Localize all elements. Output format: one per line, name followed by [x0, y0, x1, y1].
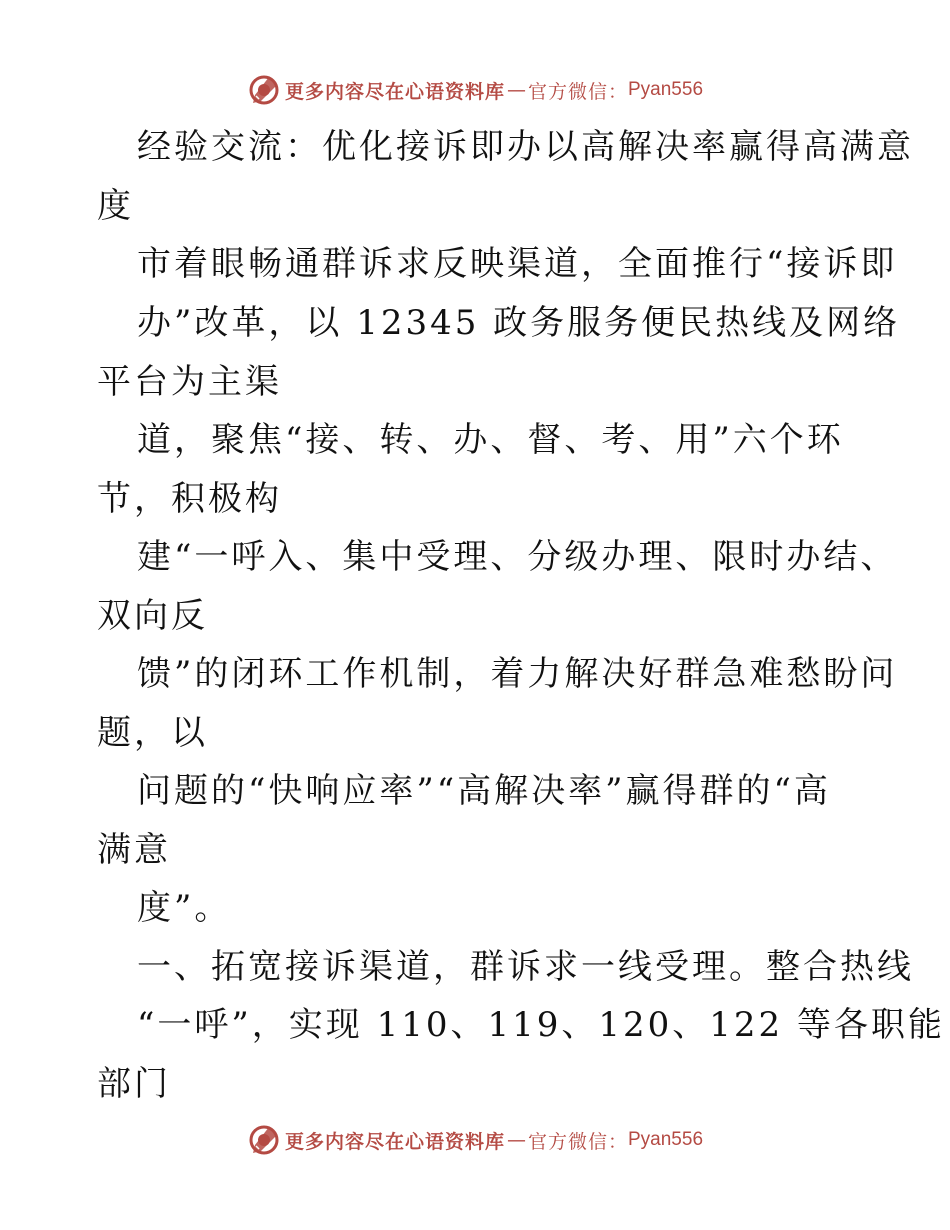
paragraph-line: 部门: [97, 1064, 171, 1104]
banner-wechat-label: 官方微信：: [527, 1130, 628, 1153]
paragraph-line: 市着眼畅通群诉求反映渠道，全面推行“接诉即: [137, 244, 898, 284]
banner-wechat-label: 官方微信：: [527, 80, 628, 103]
banner-handle: Pyan556: [628, 79, 704, 100]
paragraph-line: 一、拓宽接诉渠道，群诉求一线受理。整合热线: [137, 947, 914, 987]
paragraph-line: 馈”的闭环工作机制，着力解决好群急难愁盼问: [137, 654, 898, 694]
paragraph-line: 建“一呼入、集中受理、分级办理、限时办结、: [137, 537, 898, 577]
banner-dash: —: [506, 79, 526, 101]
paragraph-line: 节，积极构: [97, 479, 282, 519]
paragraph-line: 问题的“快响应率”“高解决率”赢得群的“高: [137, 771, 831, 811]
pen-logo-icon: [247, 1123, 281, 1157]
paragraph-line: 题，以: [97, 713, 208, 753]
banner-dash: —: [506, 1129, 526, 1151]
paragraph-line: 满意: [97, 830, 171, 870]
title-line-1: 经验交流：优化接诉即办以高解决率赢得高满意: [137, 127, 914, 167]
title-line-2: 度: [97, 186, 134, 226]
banner-handle: Pyan556: [628, 1129, 704, 1150]
paragraph-line: 度”。: [137, 888, 232, 928]
paragraph-line: 办”改革，以 12345 政务服务便民热线及网络: [137, 303, 901, 343]
paragraph-line: 道，聚焦“接、转、办、督、考、用”六个环: [137, 420, 844, 460]
pen-logo-icon: [247, 73, 281, 107]
paragraph-line: 平台为主渠: [97, 362, 282, 402]
paragraph-line: 双向反: [97, 596, 208, 636]
banner-brand: 更多内容尽在心语资料库: [284, 80, 505, 103]
header-banner: [0, 70, 950, 110]
paragraph-line: “一呼”，实现 110、119、120、122 等各职能: [137, 1005, 945, 1045]
banner-brand: 更多内容尽在心语资料库: [284, 1130, 505, 1153]
footer-banner: [0, 1120, 950, 1160]
